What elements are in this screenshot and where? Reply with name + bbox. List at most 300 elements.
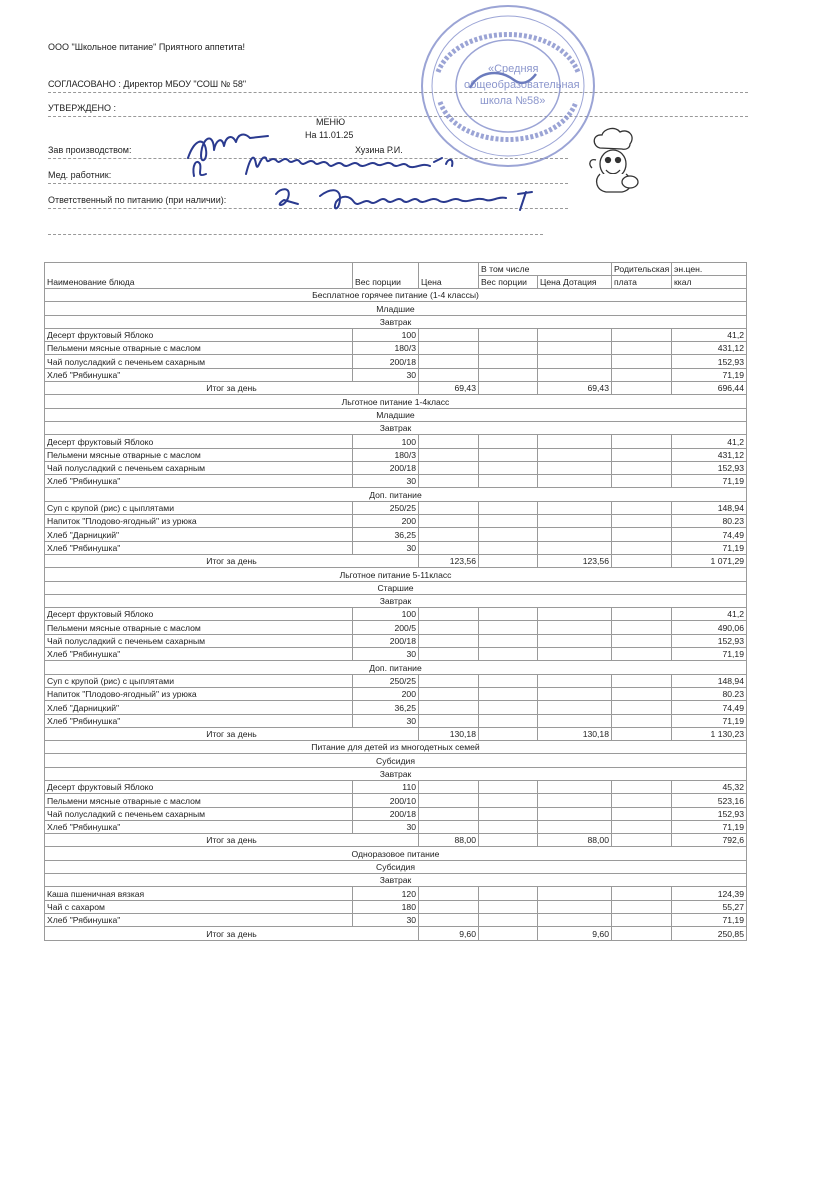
dish-parent-pay xyxy=(612,475,672,488)
dish-weight: 30 xyxy=(353,368,419,381)
dish-name: Пельмени мясные отварные с маслом xyxy=(45,342,353,355)
dish-incl-weight xyxy=(479,608,538,621)
dish-energy: 148,94 xyxy=(672,501,747,514)
dish-row xyxy=(45,674,747,687)
dish-incl-weight xyxy=(479,807,538,820)
total-subsidy: 88,00 xyxy=(538,834,612,847)
dish-parent-pay xyxy=(612,355,672,368)
dish-price xyxy=(419,528,479,541)
section-row xyxy=(45,488,747,501)
total-label: Итог за день xyxy=(45,382,419,395)
dish-row xyxy=(45,794,747,807)
dish-row xyxy=(45,501,747,514)
dish-price xyxy=(419,887,479,900)
dish-weight: 250/25 xyxy=(353,674,419,687)
section-label: Старшие xyxy=(45,581,747,594)
dish-price xyxy=(419,501,479,514)
dish-incl-weight xyxy=(479,780,538,793)
dish-parent-pay xyxy=(612,820,672,833)
section-row xyxy=(45,421,747,434)
dish-weight: 120 xyxy=(353,887,419,900)
total-parent-pay xyxy=(612,834,672,847)
total-incl-weight xyxy=(479,727,538,740)
dish-incl-weight xyxy=(479,900,538,913)
dish-name: Десерт фруктовый Яблоко xyxy=(45,608,353,621)
section-label: Одноразовое питание xyxy=(45,847,747,860)
section-label: Льготное питание 5-11класс xyxy=(45,568,747,581)
section-row xyxy=(45,594,747,607)
dish-name: Хлеб "Дарницкий" xyxy=(45,528,353,541)
dish-price xyxy=(419,648,479,661)
dish-price xyxy=(419,461,479,474)
dish-row xyxy=(45,328,747,341)
total-row xyxy=(45,727,747,740)
dish-price xyxy=(419,674,479,687)
dish-name: Хлеб "Рябинушка" xyxy=(45,714,353,727)
dish-name: Чай с сахаром xyxy=(45,900,353,913)
dish-incl-weight xyxy=(479,887,538,900)
dish-incl-weight xyxy=(479,435,538,448)
dish-energy: 152,93 xyxy=(672,634,747,647)
dish-parent-pay xyxy=(612,648,672,661)
col-weight-header: Вес порции xyxy=(353,263,419,289)
dish-name: Хлеб "Рябинушка" xyxy=(45,913,353,926)
dish-energy: 41,2 xyxy=(672,435,747,448)
dish-energy: 152,93 xyxy=(672,807,747,820)
dish-weight: 30 xyxy=(353,475,419,488)
dish-incl-weight xyxy=(479,328,538,341)
dish-row xyxy=(45,701,747,714)
dish-incl-weight xyxy=(479,687,538,700)
total-subsidy: 130,18 xyxy=(538,727,612,740)
dish-row xyxy=(45,355,747,368)
dish-energy: 71,19 xyxy=(672,913,747,926)
dish-row xyxy=(45,687,747,700)
dish-incl-price xyxy=(538,780,612,793)
dish-energy: 74,49 xyxy=(672,701,747,714)
dish-incl-price xyxy=(538,807,612,820)
total-row xyxy=(45,927,747,940)
dish-weight: 30 xyxy=(353,820,419,833)
agreed-line xyxy=(48,92,748,93)
dish-row xyxy=(45,435,747,448)
dish-weight: 180/3 xyxy=(353,342,419,355)
dish-price xyxy=(419,701,479,714)
dish-energy: 523,16 xyxy=(672,794,747,807)
dish-energy: 41,2 xyxy=(672,608,747,621)
total-price: 88,00 xyxy=(419,834,479,847)
dish-energy: 71,19 xyxy=(672,714,747,727)
dish-parent-pay xyxy=(612,515,672,528)
dish-name: Десерт фруктовый Яблоко xyxy=(45,780,353,793)
dish-incl-price xyxy=(538,608,612,621)
dish-incl-price xyxy=(538,634,612,647)
dish-weight: 200 xyxy=(353,515,419,528)
dish-incl-price xyxy=(538,328,612,341)
dish-incl-weight xyxy=(479,528,538,541)
dish-price xyxy=(419,807,479,820)
dish-weight: 200 xyxy=(353,687,419,700)
dish-energy: 80.23 xyxy=(672,687,747,700)
menu-date: На 11.01.25 xyxy=(305,130,354,140)
dish-parent-pay xyxy=(612,674,672,687)
dish-weight: 30 xyxy=(353,648,419,661)
dish-incl-price xyxy=(538,448,612,461)
dish-parent-pay xyxy=(612,807,672,820)
dish-row xyxy=(45,475,747,488)
dish-row xyxy=(45,368,747,381)
dish-incl-weight xyxy=(479,475,538,488)
dish-weight: 30 xyxy=(353,541,419,554)
dish-parent-pay xyxy=(612,634,672,647)
dish-parent-pay xyxy=(612,368,672,381)
dish-name: Напиток "Плодово-ягодный" из урюка xyxy=(45,515,353,528)
dish-incl-weight xyxy=(479,541,538,554)
dish-incl-price xyxy=(538,820,612,833)
dish-weight: 200/18 xyxy=(353,807,419,820)
dish-name: Десерт фруктовый Яблоко xyxy=(45,328,353,341)
dish-row xyxy=(45,714,747,727)
total-energy: 250,85 xyxy=(672,927,747,940)
dish-energy: 124,39 xyxy=(672,887,747,900)
total-incl-weight xyxy=(479,554,538,567)
dish-energy: 152,93 xyxy=(672,355,747,368)
col-energy-header-1: эн.цен. xyxy=(672,263,747,276)
dish-energy: 431,12 xyxy=(672,448,747,461)
dish-row xyxy=(45,541,747,554)
dish-incl-price xyxy=(538,687,612,700)
total-energy: 792,6 xyxy=(672,834,747,847)
dish-name: Пельмени мясные отварные с маслом xyxy=(45,621,353,634)
dish-parent-pay xyxy=(612,461,672,474)
dish-weight: 36,25 xyxy=(353,528,419,541)
dish-weight: 200/10 xyxy=(353,794,419,807)
dish-incl-price xyxy=(538,461,612,474)
dish-price xyxy=(419,515,479,528)
dish-energy: 152,93 xyxy=(672,461,747,474)
dish-incl-price xyxy=(538,674,612,687)
dish-row xyxy=(45,913,747,926)
menu-table xyxy=(44,262,747,941)
section-row xyxy=(45,395,747,408)
dish-parent-pay xyxy=(612,621,672,634)
section-row xyxy=(45,408,747,421)
dish-weight: 100 xyxy=(353,608,419,621)
dish-incl-weight xyxy=(479,461,538,474)
total-energy: 696,44 xyxy=(672,382,747,395)
dish-parent-pay xyxy=(612,608,672,621)
stamp-text-1: «Средняя xyxy=(488,63,539,75)
dish-name: Хлеб "Рябинушка" xyxy=(45,648,353,661)
dish-price xyxy=(419,900,479,913)
dish-price xyxy=(419,435,479,448)
dish-price xyxy=(419,687,479,700)
dish-price xyxy=(419,342,479,355)
col-including-header: В том числе xyxy=(479,263,612,276)
dish-weight: 180 xyxy=(353,900,419,913)
section-row xyxy=(45,661,747,674)
dish-incl-weight xyxy=(479,515,538,528)
total-parent-pay xyxy=(612,554,672,567)
total-energy: 1 071,29 xyxy=(672,554,747,567)
dish-incl-price xyxy=(538,648,612,661)
dish-name: Суп с крупой (рис) с цыплятами xyxy=(45,501,353,514)
dish-energy: 55,27 xyxy=(672,900,747,913)
dish-parent-pay xyxy=(612,448,672,461)
col-energy-header-2: ккал xyxy=(672,276,747,289)
approved-label: УТВЕРЖДЕНО : xyxy=(48,103,117,113)
dish-incl-weight xyxy=(479,634,538,647)
dish-parent-pay xyxy=(612,900,672,913)
dish-row xyxy=(45,780,747,793)
dish-energy: 74,49 xyxy=(672,528,747,541)
section-row xyxy=(45,315,747,328)
col-parent-header-2: плата xyxy=(612,276,672,289)
section-row xyxy=(45,289,747,302)
total-parent-pay xyxy=(612,382,672,395)
dish-row xyxy=(45,342,747,355)
total-subsidy: 69,43 xyxy=(538,382,612,395)
dish-row xyxy=(45,820,747,833)
dish-row xyxy=(45,448,747,461)
section-label: Льготное питание 1-4класс xyxy=(45,395,747,408)
dish-incl-price xyxy=(538,701,612,714)
dish-price xyxy=(419,913,479,926)
extra-line xyxy=(48,234,543,235)
responsible-label: Ответственный по питанию (при наличии): xyxy=(48,195,227,205)
dish-price xyxy=(419,328,479,341)
col-parent-header-1: Родительская xyxy=(612,263,672,276)
dish-parent-pay xyxy=(612,714,672,727)
dish-weight: 30 xyxy=(353,913,419,926)
dish-incl-weight xyxy=(479,501,538,514)
dish-incl-price xyxy=(538,342,612,355)
section-label: Завтрак xyxy=(45,874,747,887)
dish-parent-pay xyxy=(612,541,672,554)
dish-parent-pay xyxy=(612,701,672,714)
col-incl-weight-header: Вес порции xyxy=(479,276,538,289)
dish-energy: 148,94 xyxy=(672,674,747,687)
dish-energy: 80.23 xyxy=(672,515,747,528)
section-label: Младшие xyxy=(45,408,747,421)
dish-weight: 250/25 xyxy=(353,501,419,514)
total-label: Итог за день xyxy=(45,927,419,940)
production-name: Хузина Р.И. xyxy=(355,145,403,155)
section-label: Завтрак xyxy=(45,315,747,328)
dish-incl-price xyxy=(538,794,612,807)
section-row xyxy=(45,741,747,754)
section-row xyxy=(45,767,747,780)
dish-name: Чай полусладкий с печеньем сахарным xyxy=(45,355,353,368)
dish-name: Пельмени мясные отварные с маслом xyxy=(45,448,353,461)
dish-name: Чай полусладкий с печеньем сахарным xyxy=(45,461,353,474)
dish-row xyxy=(45,900,747,913)
dish-incl-price xyxy=(538,621,612,634)
dish-parent-pay xyxy=(612,501,672,514)
dish-parent-pay xyxy=(612,794,672,807)
dish-incl-weight xyxy=(479,674,538,687)
dish-weight: 30 xyxy=(353,714,419,727)
dish-energy: 41,2 xyxy=(672,328,747,341)
section-label: Доп. питание xyxy=(45,488,747,501)
section-row xyxy=(45,754,747,767)
dish-row xyxy=(45,807,747,820)
dish-name: Чай полусладкий с печеньем сахарным xyxy=(45,807,353,820)
dish-incl-price xyxy=(538,900,612,913)
section-label: Субсидия xyxy=(45,754,747,767)
dish-incl-weight xyxy=(479,355,538,368)
dish-price xyxy=(419,621,479,634)
total-subsidy: 9,60 xyxy=(538,927,612,940)
agreed-label: СОГЛАСОВАНО : Директор МБОУ "СОШ № 58" xyxy=(48,79,247,89)
dish-incl-weight xyxy=(479,794,538,807)
dish-weight: 180/3 xyxy=(353,448,419,461)
dish-weight: 110 xyxy=(353,780,419,793)
total-price: 69,43 xyxy=(419,382,479,395)
dish-name: Хлеб "Рябинушка" xyxy=(45,820,353,833)
total-incl-weight xyxy=(479,382,538,395)
section-label: Завтрак xyxy=(45,767,747,780)
dish-name: Десерт фруктовый Яблоко xyxy=(45,435,353,448)
dish-energy: 45,32 xyxy=(672,780,747,793)
dish-parent-pay xyxy=(612,342,672,355)
section-label: Доп. питание xyxy=(45,661,747,674)
dish-incl-price xyxy=(538,435,612,448)
dish-price xyxy=(419,780,479,793)
section-label: Младшие xyxy=(45,302,747,315)
dish-incl-weight xyxy=(479,621,538,634)
total-label: Итог за день xyxy=(45,727,419,740)
dish-energy: 71,19 xyxy=(672,541,747,554)
dish-row xyxy=(45,621,747,634)
total-parent-pay xyxy=(612,927,672,940)
official-stamp xyxy=(418,2,598,172)
total-price: 130,18 xyxy=(419,727,479,740)
dish-row xyxy=(45,887,747,900)
dish-energy: 71,19 xyxy=(672,820,747,833)
dish-name: Суп с крупой (рис) с цыплятами xyxy=(45,674,353,687)
dish-incl-weight xyxy=(479,913,538,926)
total-row xyxy=(45,834,747,847)
dish-price xyxy=(419,608,479,621)
dish-price xyxy=(419,714,479,727)
dish-name: Напиток "Плодово-ягодный" из урюка xyxy=(45,687,353,700)
production-label: Зав производством: xyxy=(48,145,132,155)
dish-price xyxy=(419,368,479,381)
dish-parent-pay xyxy=(612,887,672,900)
total-price: 123,56 xyxy=(419,554,479,567)
dish-incl-price xyxy=(538,913,612,926)
dish-incl-weight xyxy=(479,648,538,661)
dish-row xyxy=(45,515,747,528)
section-row xyxy=(45,568,747,581)
col-price-header: Цена xyxy=(419,263,479,289)
dish-incl-weight xyxy=(479,342,538,355)
menu-title: МЕНЮ xyxy=(316,117,346,127)
col-name-header: Наименование блюда xyxy=(45,263,353,289)
dish-weight: 100 xyxy=(353,328,419,341)
dish-incl-weight xyxy=(479,701,538,714)
approved-line xyxy=(48,116,748,117)
dish-row xyxy=(45,634,747,647)
dish-name: Хлеб "Рябинушка" xyxy=(45,475,353,488)
section-row xyxy=(45,874,747,887)
section-row xyxy=(45,860,747,873)
dish-name: Каша пшеничная вязкая xyxy=(45,887,353,900)
section-label: Питание для детей из многодетных семей xyxy=(45,741,747,754)
section-row xyxy=(45,847,747,860)
total-price: 9,60 xyxy=(419,927,479,940)
dish-row xyxy=(45,528,747,541)
dish-price xyxy=(419,475,479,488)
medic-label: Мед. работник: xyxy=(48,170,112,180)
dish-weight: 36,25 xyxy=(353,701,419,714)
dish-energy: 431,12 xyxy=(672,342,747,355)
dish-parent-pay xyxy=(612,528,672,541)
dish-incl-price xyxy=(538,368,612,381)
dish-name: Хлеб "Дарницкий" xyxy=(45,701,353,714)
stamp-text-3: школа №58» xyxy=(480,95,546,107)
dish-price xyxy=(419,541,479,554)
dish-energy: 71,19 xyxy=(672,368,747,381)
section-row xyxy=(45,302,747,315)
dish-price xyxy=(419,355,479,368)
total-label: Итог за день xyxy=(45,834,419,847)
dish-incl-weight xyxy=(479,448,538,461)
total-incl-weight xyxy=(479,927,538,940)
dish-incl-price xyxy=(538,515,612,528)
stamp-text-2: общеобразовательная xyxy=(464,79,580,91)
dish-name: Хлеб "Рябинушка" xyxy=(45,368,353,381)
dish-row xyxy=(45,461,747,474)
total-incl-weight xyxy=(479,834,538,847)
dish-row xyxy=(45,608,747,621)
section-label: Бесплатное горячее питание (1-4 классы) xyxy=(45,289,747,302)
dish-incl-weight xyxy=(479,714,538,727)
dish-weight: 200/18 xyxy=(353,355,419,368)
dish-parent-pay xyxy=(612,780,672,793)
total-row xyxy=(45,554,747,567)
dish-price xyxy=(419,794,479,807)
dish-name: Хлеб "Рябинушка" xyxy=(45,541,353,554)
dish-incl-price xyxy=(538,714,612,727)
dish-incl-price xyxy=(538,355,612,368)
total-label: Итог за день xyxy=(45,554,419,567)
dish-incl-weight xyxy=(479,820,538,833)
dish-incl-price xyxy=(538,528,612,541)
chef-illustration xyxy=(586,126,642,194)
dish-energy: 490,06 xyxy=(672,621,747,634)
dish-name: Чай полусладкий с печеньем сахарным xyxy=(45,634,353,647)
col-incl-price-header: Цена Дотация xyxy=(538,276,612,289)
dish-incl-price xyxy=(538,475,612,488)
section-label: Завтрак xyxy=(45,594,747,607)
organization-name: ООО "Школьное питание" Приятного аппетита! xyxy=(48,42,246,52)
dish-row xyxy=(45,648,747,661)
dish-parent-pay xyxy=(612,328,672,341)
dish-incl-price xyxy=(538,501,612,514)
total-subsidy: 123,56 xyxy=(538,554,612,567)
dish-energy: 71,19 xyxy=(672,475,747,488)
dish-price xyxy=(419,634,479,647)
dish-weight: 200/5 xyxy=(353,621,419,634)
section-label: Субсидия xyxy=(45,860,747,873)
dish-name: Пельмени мясные отварные с маслом xyxy=(45,794,353,807)
total-energy: 1 130,23 xyxy=(672,727,747,740)
dish-incl-weight xyxy=(479,368,538,381)
dish-energy: 71,19 xyxy=(672,648,747,661)
dish-price xyxy=(419,448,479,461)
